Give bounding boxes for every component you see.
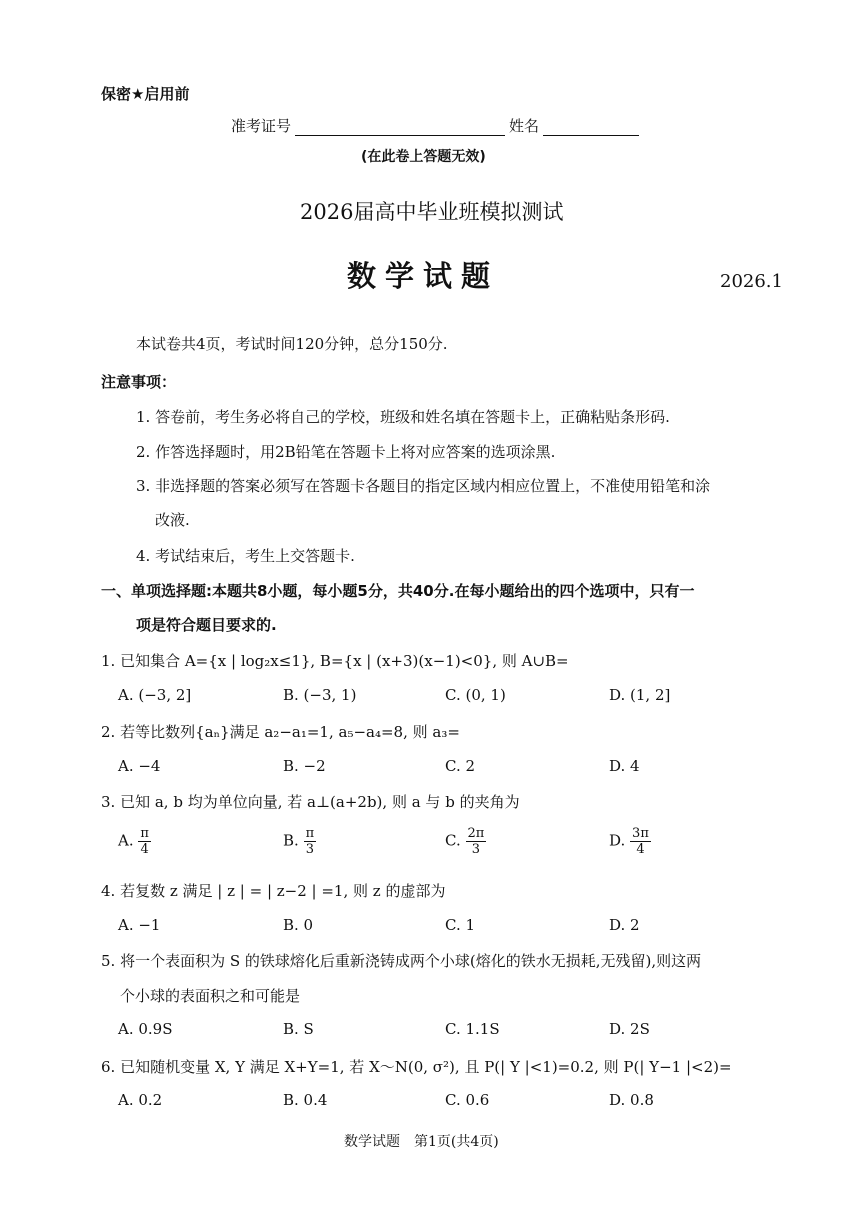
q3-option-c: C. $\frac{2\pi}{3}$ (445, 826, 485, 857)
notice-item: 4. 考试结束后，考生上交答题卡. (136, 547, 355, 565)
q4-option-c: C. 1 (445, 916, 476, 934)
q1-option-b: B. (−3, 1) (283, 686, 357, 704)
exam-title: 2026届高中毕业班模拟测试 (300, 200, 564, 224)
exam-date: 2026.1 (720, 271, 783, 292)
question-4-stem: 4. 若复数 z 满足 | z | = | z−2 | =1, 则 z 的虚部为 (101, 882, 446, 900)
fraction: $\frac{3\pi}{4}$ (632, 826, 649, 857)
q4-option-d: D. 2 (609, 916, 640, 934)
q4-option-a: A. −1 (118, 916, 161, 934)
question-2-stem: 2. 若等比数列{aₙ}满足 a₂−a₁=1, a₅−a₄=8, 则 a₃= (101, 723, 460, 741)
q6-option-b: B. 0.4 (283, 1091, 328, 1109)
q5-option-d: D. 2S (609, 1020, 650, 1038)
section-heading-continued: 项是符合题目要求的. (136, 616, 277, 634)
q3-option-b: B. $\frac{\pi}{3}$ (283, 826, 315, 857)
name-label: 姓名 (509, 117, 540, 135)
notice-item-continued: 改液. (155, 511, 190, 529)
q5-option-c: C. 1.1S (445, 1020, 500, 1038)
q6-option-a: A. 0.2 (118, 1091, 163, 1109)
name-blank (543, 119, 639, 136)
q1-option-d: D. (1, 2] (609, 686, 671, 704)
q6-option-c: C. 0.6 (445, 1091, 490, 1109)
notice-heading: 注意事项： (101, 373, 177, 391)
subject-title: 数学试题 (347, 259, 500, 293)
id-blank (295, 119, 505, 136)
question-6-stem: 6. 已知随机变量 X, Y 满足 X+Y=1, 若 X～N(0, σ²), 且 P(| Y |<1)=0.2, 则 P(| Y−1 |<2)= (101, 1058, 732, 1076)
q3-option-d: D. $\frac{3\pi}{4}$ (609, 826, 649, 857)
page-footer: 数学试题 第1页(共4页) (344, 1134, 499, 1150)
q2-option-b: B. −2 (283, 757, 326, 775)
q2-option-a: A. −4 (118, 757, 161, 775)
notice-item: 3. 非选择题的答案必须写在答题卡各题目的指定区域内相应位置上，不准使用铅笔和涂 (136, 477, 711, 495)
q1-option-c: C. (0, 1) (445, 686, 506, 704)
question-5-stem-continued: 个小球的表面积之和可能是 (120, 987, 301, 1005)
notice-item: 2. 作答选择题时，用2B铅笔在答题卡上将对应答案的选项涂黑. (136, 443, 556, 461)
question-5-stem: 5. 将一个表面积为 S 的铁球熔化后重新浇铸成两个小球(熔化的铁水无损耗,无残留),则这两 (101, 952, 702, 970)
q6-option-d: D. 0.8 (609, 1091, 654, 1109)
intro-text: 本试卷共4页，考试时间120分钟，总分150分. (136, 335, 448, 353)
question-3-stem: 3. 已知 a, b 均为单位向量, 若 a⊥(a+2b), 则 a 与 b 的夹角为 (101, 793, 520, 811)
q5-option-b: B. S (283, 1020, 314, 1038)
q3-option-a: A. $\frac{\pi}{4}$ (118, 826, 149, 857)
q4-option-b: B. 0 (283, 916, 314, 934)
fraction: $\frac{\pi}{3}$ (305, 826, 315, 857)
q1-option-a: A. (−3, 2] (118, 686, 192, 704)
q2-option-d: D. 4 (609, 757, 640, 775)
fraction: $\frac{2\pi}{3}$ (467, 826, 485, 857)
fraction: $\frac{\pi}{4}$ (140, 826, 149, 857)
q2-option-c: C. 2 (445, 757, 476, 775)
confidential-mark: 保密★启用前 (101, 85, 190, 103)
candidate-info-line (231, 115, 639, 136)
section-heading: 一、单项选择题:本题共8小题，每小题5分，共40分.在每小题给出的四个选项中，只有一 (101, 582, 695, 600)
q5-option-a: A. 0.9S (118, 1020, 173, 1038)
notice-item: 1. 答卷前，考生务必将自己的学校，班级和姓名填在答题卡上，正确粘贴条形码. (136, 408, 670, 426)
invalid-note: (在此卷上答题无效) (361, 149, 486, 165)
id-label: 准考证号 (231, 117, 292, 135)
question-1-stem: 1. 已知集合 A={x | log₂x≤1}, B={x | (x+3)(x−1)<0}, 则 A∪B= (101, 652, 569, 670)
